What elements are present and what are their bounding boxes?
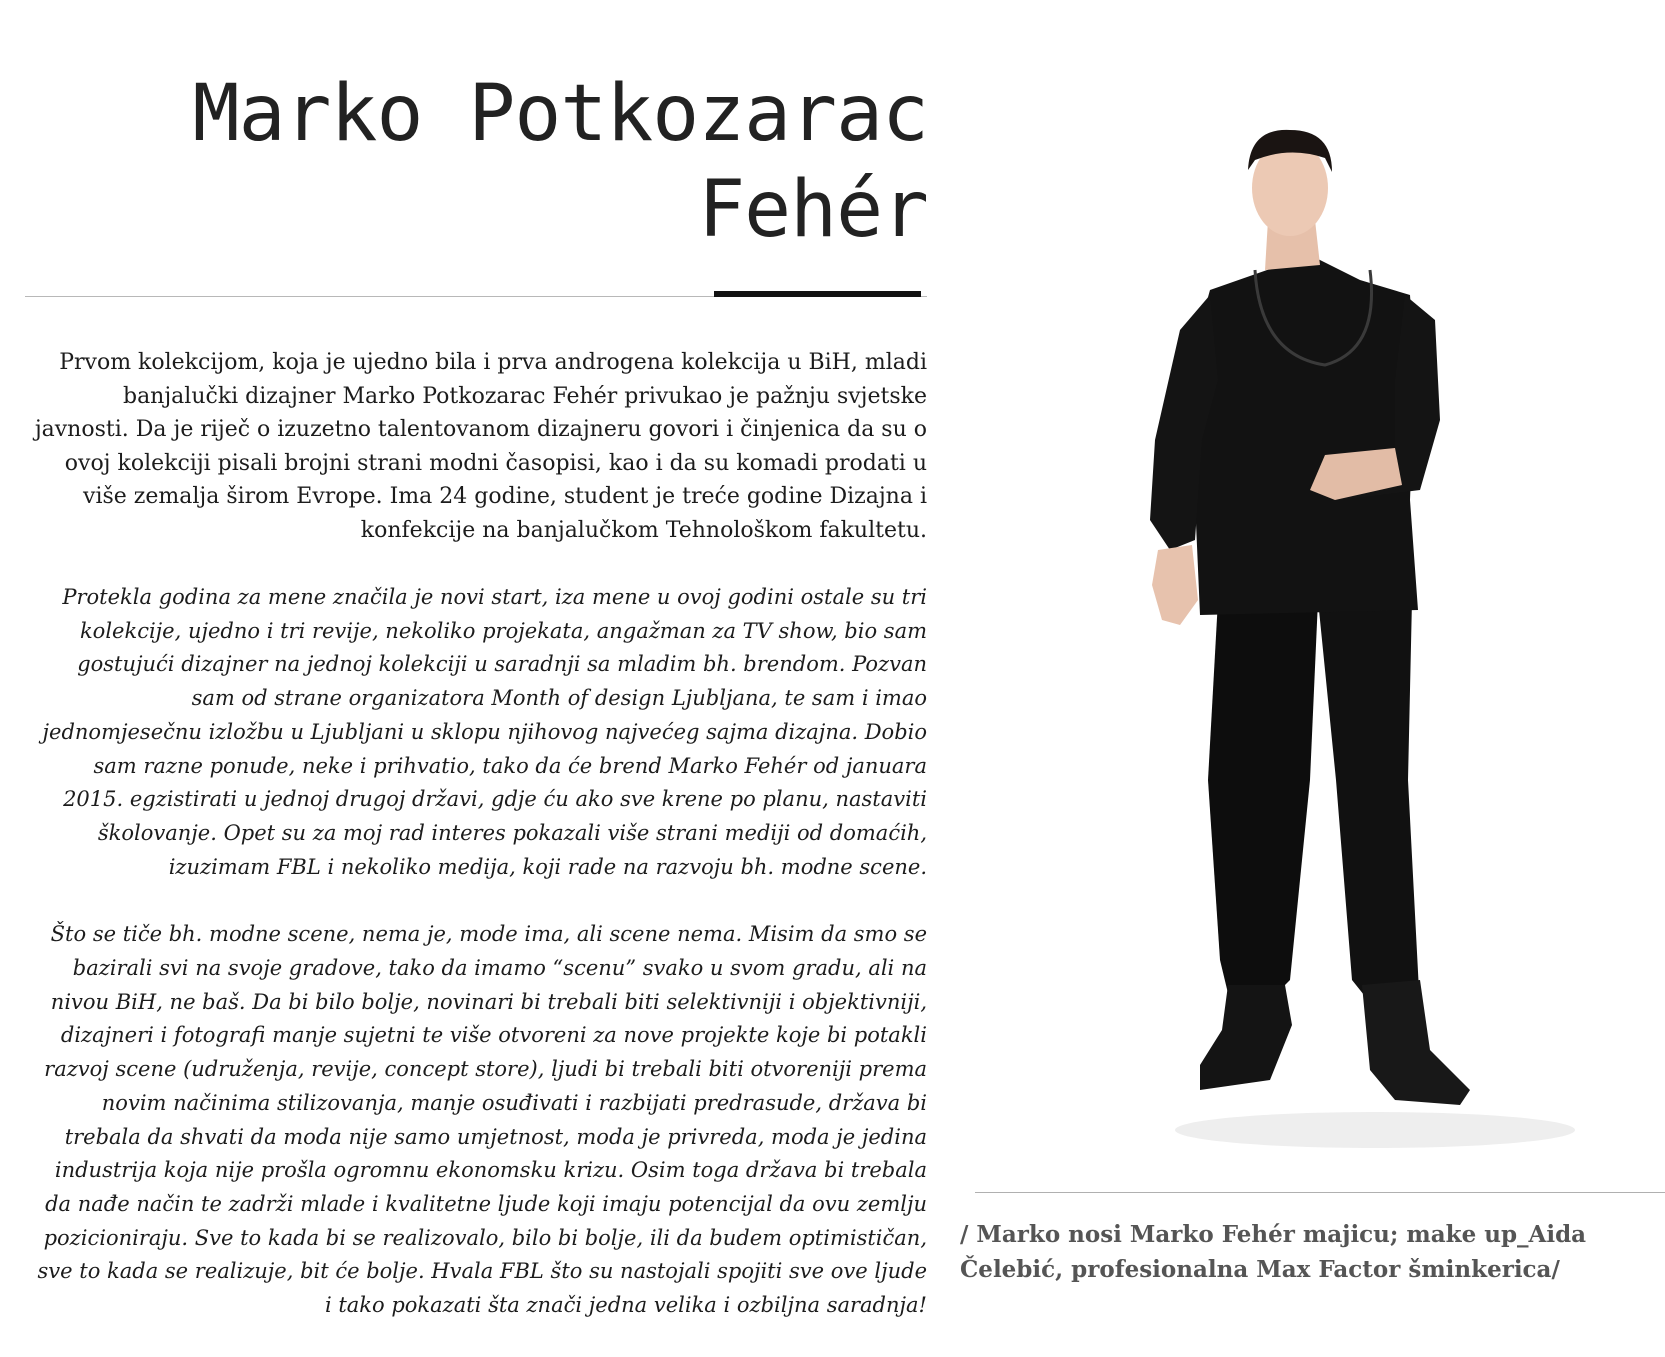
title-accent-bar — [714, 291, 921, 297]
left-leg — [1208, 600, 1318, 1010]
right-shoe — [1362, 980, 1470, 1105]
intro-paragraph: Prvom kolekcijom, koja je ujedno bila i prva androgena kolekcija u BiH, mladi banjalučki dizajner Marko Potkozarac Fehér privukao je pažnju svjetske javnosti. Da je riječ o izuzetno talentovanom dizajneru govori i činjenica da su o ovoj kolekciji pisali brojni strani modni časopisi, kao i da su komadi prodati u više zemalja širom Evrope. Ima 24 godine, student je treće godine Dizajna i konfekcije na banjalučkom Tehnološkom fakultetu. — [34, 350, 927, 543]
quote-paragraph-1: Protekla godina za mene značila je novi start, iza mene u ovoj godini ostale su tri kolekcije, ujedno i tri revije, nekoliko projekata, angažman za TV show, bio sam gostujući dizajner na jednoj kolekciji u saradnji sa mladim bh. brendom. Pozvan sam od strane organizatora Month of design Ljubljana, te sam i imao jednomjesečnu izložbu u Ljubljani u sklopu njihovog najvećeg sajma dizajna. Dobio sam razne ponude, neke i prihvatio, tako da će brend Marko Fehér od januara 2015. egzistirati u jednoj drugoj državi, gdje ću ako sve krene po planu, nastaviti školovanje. Opet su za moj rad interes pokazali više strani mediji od domaćih, izuzimam FBL i nekoliko medija, koji rade na razvoju bh. modne scene. — [42, 585, 927, 879]
title-line-2: Fehér — [698, 165, 928, 255]
portrait-photo — [1140, 80, 1610, 1160]
article-title — [0, 66, 928, 258]
photo-caption: / Marko nosi Marko Fehér majicu; make up_Aida Čelebić, profesionalna Max Factor šminkerica/ — [960, 1221, 1587, 1283]
shirt — [1185, 255, 1418, 615]
right-leg — [1318, 600, 1420, 1020]
floor-shadow — [1175, 1112, 1575, 1148]
left-hand — [1152, 545, 1198, 625]
article-body — [30, 346, 927, 1357]
left-shoe — [1200, 985, 1292, 1090]
quote-paragraph-2: Što se tiče bh. modne scene, nema je, mode ima, ali scene nema. Misim da smo se bazirali svi na svoje gradove, tako da imamo “scenu” svako u svom gradu, ali na nivou BiH, ne baš. Da bi bilo bolje, novinari bi trebali biti selektivniji i objektivniji, dizajneri i fotografi manje sujetni te više otvoreni za nove projekte koje bi potakli razvoj scene (udruženja, revije, concept store), ljudi bi trebali biti otvoreniji prema novim načinima stilizovanja, manje osuđivati i razbijati predrasude, država bi trebala da shvati da moda nije samo umjetnost, moda je privreda, moda je jedina industrija koja nije prošla ogromnu ekonomsku krizu. Osim toga država bi trebala da nađe način te zadrži mlade i kvalitetne ljude koji imaju potencijal da ovu zemlju pozicioniraju. Sve to kada bi se realizovalo, bilo bi bolje, ili da budem optimističan, sve to kada se realizuje, bit će bolje. Hvala FBL što su nastojali spojiti sve ove ljude i tako pokazati šta znači jedna velika i ozbiljna saradnja! — [37, 922, 927, 1318]
caption-divider — [975, 1192, 1665, 1193]
title-line-1: Marko Potkozarac — [192, 69, 928, 159]
